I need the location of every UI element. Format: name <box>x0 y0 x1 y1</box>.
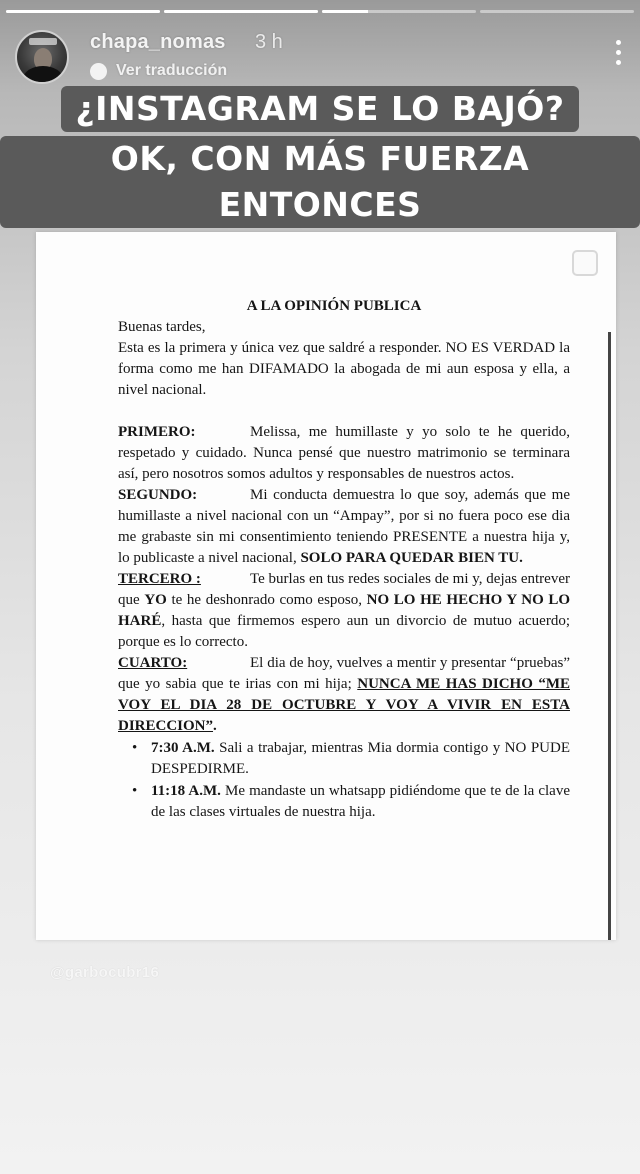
caption-line-1-wrap <box>0 86 640 132</box>
letter-document <box>36 232 616 940</box>
avatar[interactable] <box>15 30 69 84</box>
caption-line-2: OK, CON MÁS FUERZA ENTONCES <box>0 136 640 228</box>
see-translation-button[interactable] <box>90 62 227 80</box>
caption-line-1: ¿INSTAGRAM SE LO BAJÓ? <box>61 86 578 132</box>
translate-icon <box>90 63 107 80</box>
letter-greeting: Buenas tardes, <box>118 319 206 335</box>
post-time: 3 h <box>255 31 283 53</box>
section-label: TERCERO : <box>118 571 201 587</box>
progress-segment <box>322 10 476 13</box>
list-item: • 11:18 A.M. Me mandaste un whatsapp pidiéndome que te de la clave de las clases virtuales de nuestra hija. <box>118 781 570 823</box>
progress-segment <box>480 10 634 13</box>
section-label: CUARTO: <box>118 655 188 671</box>
section-label: PRIMERO: <box>118 424 196 440</box>
more-options-icon[interactable] <box>616 40 622 65</box>
letter-body <box>118 296 570 824</box>
progress-segment <box>164 10 318 13</box>
caption-line-2-wrap <box>0 136 640 228</box>
list-item: • 7:30 A.M. Sali a trabajar, mientras Mia dormia contigo y NO PUDE DESPEDIRME. <box>118 738 570 780</box>
section-primero: PRIMERO: Melissa, me humillaste y yo solo te he querido, respetado y cuidado. Nunca pensé que nuestro matrimonio se terminara así, pero nosotros somos adultos y responsables de nuestros actos. <box>118 424 570 482</box>
scrollbar <box>608 332 611 940</box>
timeline-list <box>118 738 570 823</box>
credit-tag[interactable]: @garbocubr16 <box>50 964 160 981</box>
section-label: SEGUNDO: <box>118 487 198 503</box>
letter-intro: Esta es la primera y única vez que saldré a responder. NO ES VERDAD la forma como me han DIFAMADO la abogada de mi aun esposa y ella, a nivel nacional. <box>118 340 570 398</box>
letter-title: A LA OPINIÓN PUBLICA <box>246 298 422 314</box>
section-cuarto: CUARTO: El dia de hoy, vuelves a mentir y presentar “pruebas” que yo sabia que te irias con mi hija; NUNCA ME HAS DICHO “ME VOY EL DIA 28 DE OCTUBRE Y VOY A VIVIR EN ESTA DIRECCION”. <box>118 655 570 734</box>
see-translation-label: Ver traducción <box>116 62 228 79</box>
section-segundo: SEGUNDO: Mi conducta demuestra lo que soy, además que me humillaste a nivel nacional con un “Ampay”, por si no fuera poco ese dia me grabaste sin mi consentimiento teniendo PRESENTE a nuestra hija y, lo publicaste a nivel nacional, SOLO PARA QUEDAR BIEN TU. <box>118 487 570 566</box>
progress-segment <box>6 10 160 13</box>
story-progress <box>6 10 634 13</box>
section-tercero: TERCERO : Te burlas en tus redes sociales de mi y, dejas entrever que YO te he deshonrado como esposo, NO LO HE HECHO Y NO LO HARÉ, hasta que firmemos espero aun un divorcio de mutuo acuerdo; porque es lo correcto. <box>118 571 571 650</box>
username[interactable]: chapa_nomas <box>90 31 226 53</box>
checkbox-icon <box>572 250 598 276</box>
